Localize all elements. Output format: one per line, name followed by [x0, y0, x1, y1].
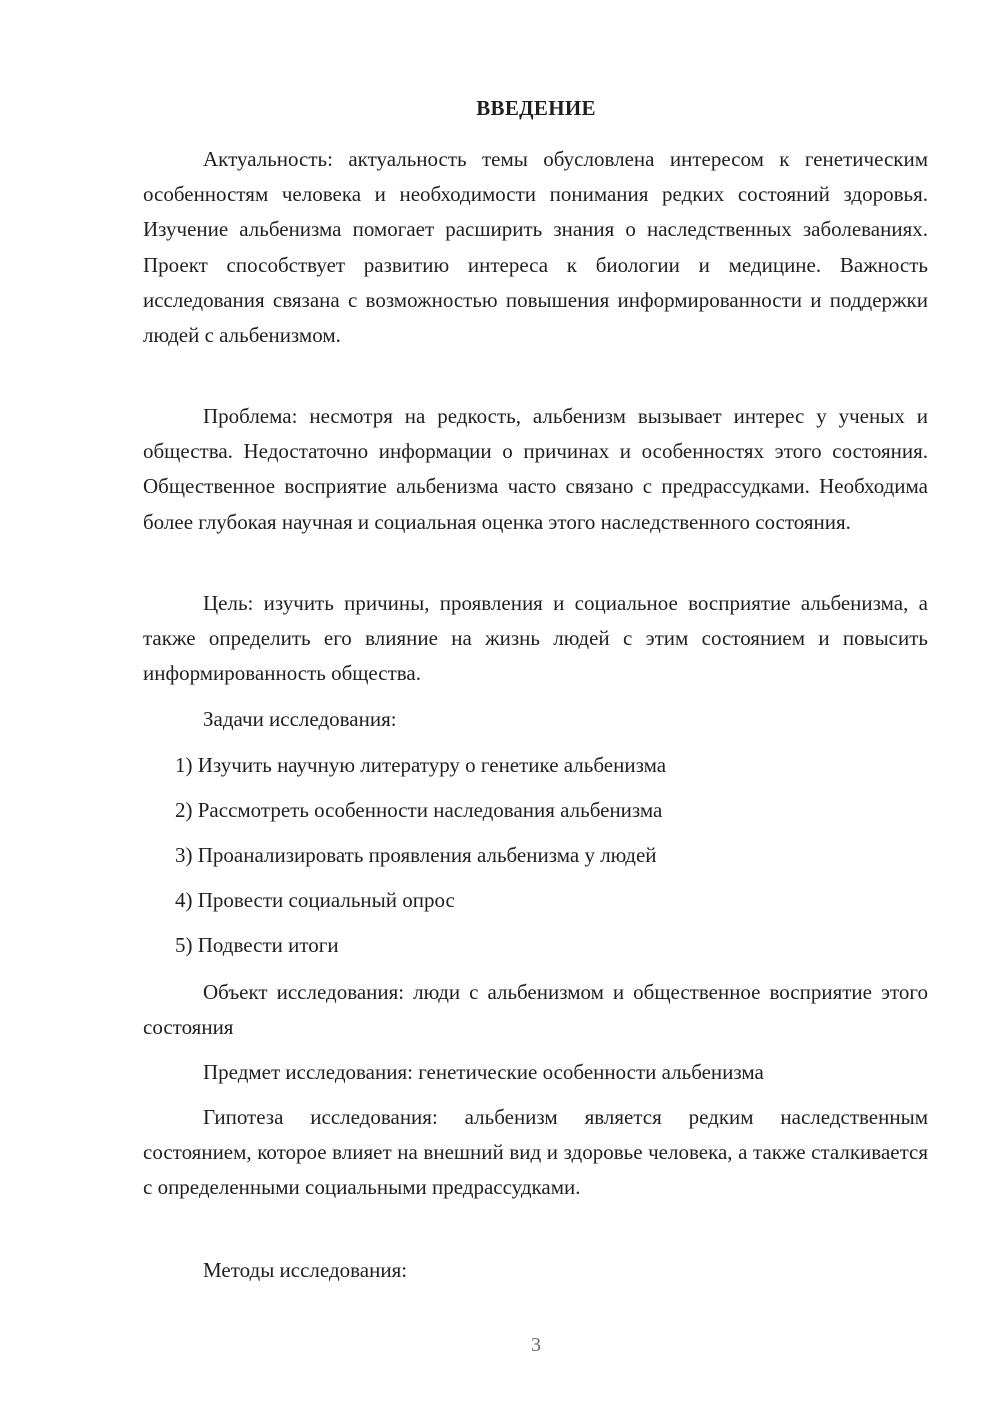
page-title: ВВЕДЕНИЕ [476, 96, 596, 120]
page-number: 3 [531, 1334, 541, 1356]
task-item: 5) Подвести итоги [175, 933, 339, 957]
subject-paragraph: Предмет исследования: генетические особенности альбенизма [203, 1060, 764, 1084]
tasks-heading: Задачи исследования: [203, 707, 397, 731]
hypothesis-paragraph: Гипотеза исследования: альбенизм является редким наследственным состоянием, которое влияет на внешний вид и здоровье человека, а также сталкивается с определенными социальными предрассудками. [143, 1105, 928, 1200]
task-item: 3) Проанализировать проявления альбенизма у людей [175, 843, 657, 867]
task-item: 2) Рассмотреть особенности наследования альбенизма [175, 798, 663, 822]
methods-heading: Методы исследования: [203, 1258, 408, 1282]
object-paragraph: Объект исследования: люди с альбенизмом и общественное восприятие этого состояния [143, 980, 928, 1040]
problem-paragraph: Проблема: несмотря на редкость, альбенизм вызывает интерес у ученых и общества. Недостаточно информации о причинах и особенностях этого состояния. Общественное восприятие альбенизма часто связано с предрассудками. Необходима более глубокая научная и социальная оценка этого наследственного состояния. [143, 404, 928, 534]
relevance-paragraph: Актуальность: актуальность темы обусловлена интересом к генетическим особенностям человека и необходимости понимания редких состояний здоровья. Изучение альбенизма помогает расширить знания о наследственных заболеваниях. Проект способствует развитию интереса к биологии и медицине. Важность исследования связана с возможностью повышения информированности и поддержки людей с альбенизмом. [143, 147, 928, 348]
task-item: 4) Провести социальный опрос [175, 888, 455, 912]
goal-paragraph: Цель: изучить причины, проявления и социальное восприятие альбенизма, а также определить его влияние на жизнь людей с этим состоянием и повысить информированность общества. [143, 591, 928, 686]
task-item: 1) Изучить научную литературу о генетике альбенизма [175, 753, 667, 777]
